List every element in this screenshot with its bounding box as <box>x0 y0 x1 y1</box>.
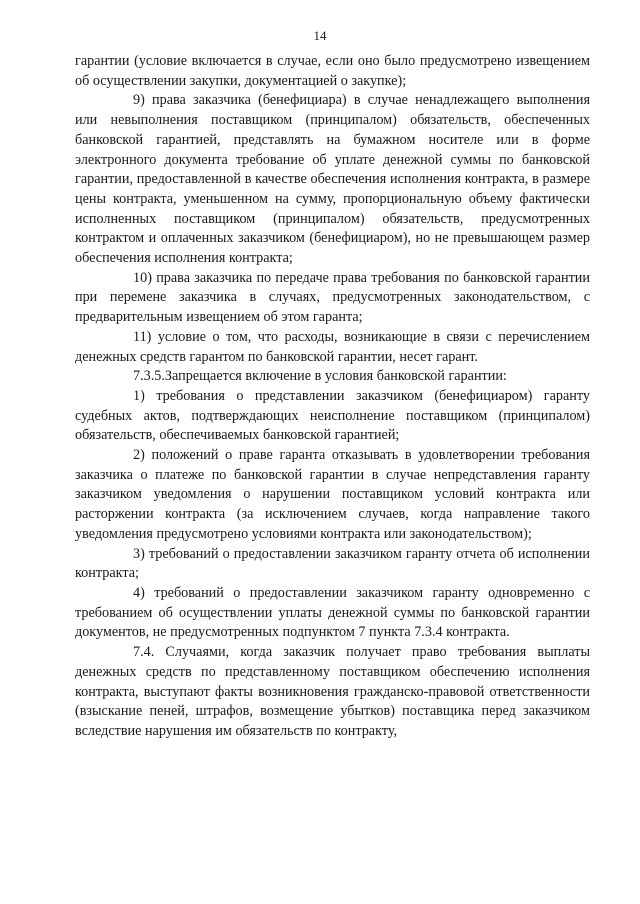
paragraph-prohibition-1: 1) требования о представлении заказчиком (бенефициаром) гаранту судебных актов, подтверждающих неисполнение поставщиком (принципалом) обязательств, обеспечиваемых банковской гарантией; <box>75 387 590 444</box>
paragraph-clause-7-4: 7.4. Случаями, когда заказчик получает право требования выплаты денежных средств по представленному поставщиком обеспечению исполнения контракта, выступают факты возникновения гражданско-правовой ответственности (взыскание пеней, штрафов, возмещение убытков) поставщика перед заказчиком вследствие нарушения им обязательств по контракту, <box>75 644 590 739</box>
paragraph-prohibition-2: 2) положений о праве гаранта отказывать в удовлетворении требования заказчика о платеже по банковской гарантии в случае непредставления гаранту заказчиком уведомления о нарушении поставщиком условий контракта или расторжении контракта (за исключением случаев, когда направление такого уведомления предусмотрено условиями контракта или законодательством); <box>75 447 590 542</box>
paragraph-item-10: 10) права заказчика по передаче права требования по банковской гарантии при перемене заказчика в случаях, предусмотренных законодательством, с предварительным извещением об этом гаранта; <box>75 269 590 326</box>
page-number: 14 <box>313 28 327 43</box>
paragraph-item-11: 11) условие о том, что расходы, возникающие в связи с перечислением денежных средств гарантом по банковской гарантии, несет гарант. <box>75 328 590 365</box>
paragraph-item-9: 9) права заказчика (бенефициара) в случае ненадлежащего выполнения или невыполнения поставщиком (принципалом) обязательств, обеспеченных банковской гарантией, представлять на бумажном носителе или в форме электронного документа требование об уплате денежной суммы по банковской гарантии, предоставленной в качестве обеспечения исполнения контракта, в размере цены контракта, уменьшенном на сумму, пропорциональную объему фактически исполненных поставщиком (принципалом) обязательств, предусмотренных контрактом и оплаченных заказчиком (бенефициаром), но не превышающем размер обеспечения исполнения контракта; <box>75 92 590 267</box>
paragraph-clause-7-3-5: 7.3.5.Запрещается включение в условия банковской гарантии: <box>133 368 507 385</box>
paragraph-prohibition-3: 3) требований о предоставлении заказчиком гаранту отчета об исполнении контракта; <box>75 545 590 582</box>
paragraph-guarantee-condition: гарантии (условие включается в случае, если оно было предусмотрено извещением об осуществлении закупки, документацией о закупке); <box>75 53 590 89</box>
paragraph-prohibition-4: 4) требований о предоставлении заказчиком гаранту одновременно с требованием об осуществлении уплаты денежной суммы по банковской гарантии документов, не предусмотренных подпунктом 7 пункта 7.3.4 контракта. <box>75 584 590 641</box>
document-body <box>75 52 590 742</box>
